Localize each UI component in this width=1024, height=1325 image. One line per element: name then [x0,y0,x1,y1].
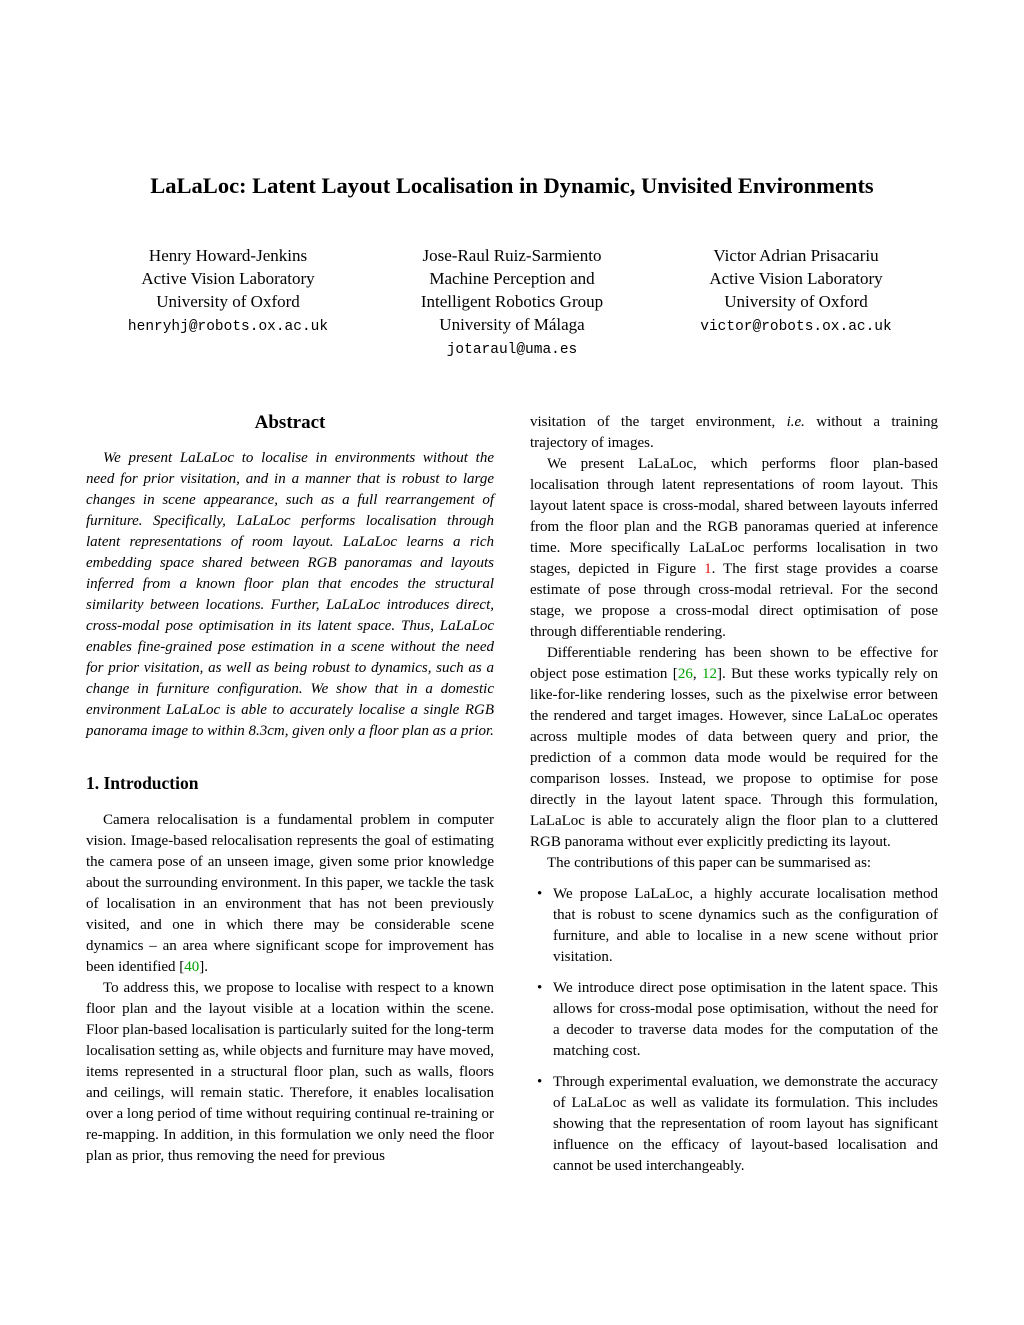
paragraph-text: Differentiable rendering has been shown to be effective for object pose estimation [ [530,645,938,683]
list-item-text: Through experimental evaluation, we demonstrate the accuracy of LaLaLoc as well as validate its formulation. This includes showing that the representation of room layout has significant influence on the efficacy of layout-based localisation and cannot be used interchangeably. [553,1074,938,1175]
paragraph-text: . The first stage provides a coarse estimate of pose through cross-modal retrieval. For the second stage, we propose a cross-modal direct optimisation of pose through differentiable rendering. [530,561,939,641]
list-item-text: We introduce direct pose optimisation in the latent space. This allows for cross-modal pose optimisation, without the need for a decoder to traverse data modes for the computation of the matching cost. [553,980,938,1060]
author-name: Victor Adrian Prisacariu [713,246,879,266]
author-affiliation: Machine Perception and [429,269,595,289]
figure-ref-link[interactable]: 1 [704,561,712,578]
latin-abbreviation: i.e. [786,414,805,431]
paragraph-text: visitation of the target environment, [530,414,787,431]
author-2 [370,244,654,362]
author-email: henryhj@robots.ox.ac.uk [127,319,329,336]
section-heading-introduction: 1. Introduction [86,773,199,794]
author-3 [654,244,938,362]
list-item [530,884,938,968]
author-name: Henry Howard-Jenkins [148,246,308,266]
author-affiliation: University of Oxford [724,292,868,312]
author-name: Jose-Raul Ruiz-Sarmiento [422,246,602,266]
author-affiliation: University of Málaga [439,315,585,335]
author-block [86,244,938,362]
paragraph-text: ]. But these works typically rely on like-for-like rendering losses, such as the pixelwise error between the rendered and target images. However, since LaLaLoc operates across multiple modes of data between query and prior, the prediction of a common data mode would be required for the comparison losses. Instead, we propose to optimise for pose directly in the layout latent space. Through this formulation, LaLaLoc is able to accurately align the floor plan to a cluttered RGB panorama without ever explicitly predicting its layout. [530,666,938,851]
bullet-icon: • [537,980,543,997]
list-item-text: We propose LaLaLoc, a highly accurate localisation method that is robust to scene dynamics such as the configuration of furniture, and able to localise in a new scene without prior visitation. [553,886,938,966]
bullet-icon: • [537,886,543,903]
list-item [530,978,938,1062]
intro-paragraph-2: To address this, we propose to localise with respect to a known floor plan and the layout visible at a location within the scene. Floor plan-based localisation is particularly suited for the long-term localisation setting as, while objects and furniture may have moved, items represented in a structural floor plan, such as walls, floors and ceilings, will remain static. Therefore, it enables localisation over a long period of time without requiring continual re-training or re-mapping. In addition, in this formulation we only need the floor plan as prior, thus removing the need for previous [86,980,494,1165]
paragraph-text: We present LaLaLoc, which performs floor plan-based localisation through latent representations of room layout. This layout latent space is cross-modal, shared between layouts inferred from the floor plan and the RGB panoramas queried at inference time. More specifically LaLaLoc performs localisation in two stages, depicted in Figure [530,456,938,578]
author-1 [86,244,370,362]
author-affiliation: University of Oxford [156,292,300,312]
paragraph-text: without a training trajectory of images. [530,414,938,452]
citation-link[interactable]: 26 [677,666,693,683]
author-affiliation: Active Vision Laboratory [141,269,315,289]
author-email: jotaraul@uma.es [446,342,578,359]
citation-link[interactable]: 40 [184,959,200,976]
contributions-lead-in: The contributions of this paper can be summarised as: [547,855,872,872]
bullet-icon: • [537,1074,543,1091]
right-paragraph-1 [530,412,938,454]
paper-title: LaLaLoc: Latent Layout Localisation in Dynamic, Unvisited Environments [150,173,874,198]
contributions-list [530,884,938,1177]
left-column [86,412,494,1167]
list-item [530,1072,938,1177]
right-column [530,412,938,1177]
author-affiliation: Active Vision Laboratory [709,269,883,289]
intro-paragraph-1 [86,810,494,978]
author-email: victor@robots.ox.ac.uk [700,319,892,336]
paragraph-text: Camera relocalisation is a fundamental problem in computer vision. Image-based relocalisation represents the goal of estimating the camera pose of an unseen image, given some prior knowledge about the surrounding environment. In this paper, we tackle the task of localisation in an environment that has not been previously visited, and one in which there may be considerable scene dynamics – an area where significant scope for improvement has been identified [ [86,812,494,976]
author-affiliation: Intelligent Robotics Group [420,292,604,312]
abstract-heading: Abstract [254,412,326,434]
right-paragraph-2 [530,454,938,643]
citation-link[interactable]: 12 [701,666,717,683]
right-paragraph-3 [530,643,938,853]
paragraph-text: , [692,666,702,683]
paragraph-text: ]. [199,959,209,976]
abstract-text: We present LaLaLoc to localise in environments without the need for prior visitation, and in a manner that is robust to large changes in scene appearance, such as a full rearrangement of furniture. Specifically, LaLaLoc performs localisation through latent representations of room layout. LaLaLoc learns a rich embedding space shared between RGB panoramas and layouts inferred from a known floor plan that encodes the structural similarity between locations. Further, LaLaLoc introduces direct, cross-modal pose optimisation in its latent space. Thus, LaLaLoc enables fine-grained pose estimation in a scene without the need for prior visitation, as well as being robust to dynamics, such as a change in furniture configuration. We show that in a domestic environment LaLaLoc is able to accurately localise a single RGB panorama image to within 8.3cm, given only a floor plan as a prior. [86,450,494,740]
two-column-body [86,412,938,1177]
